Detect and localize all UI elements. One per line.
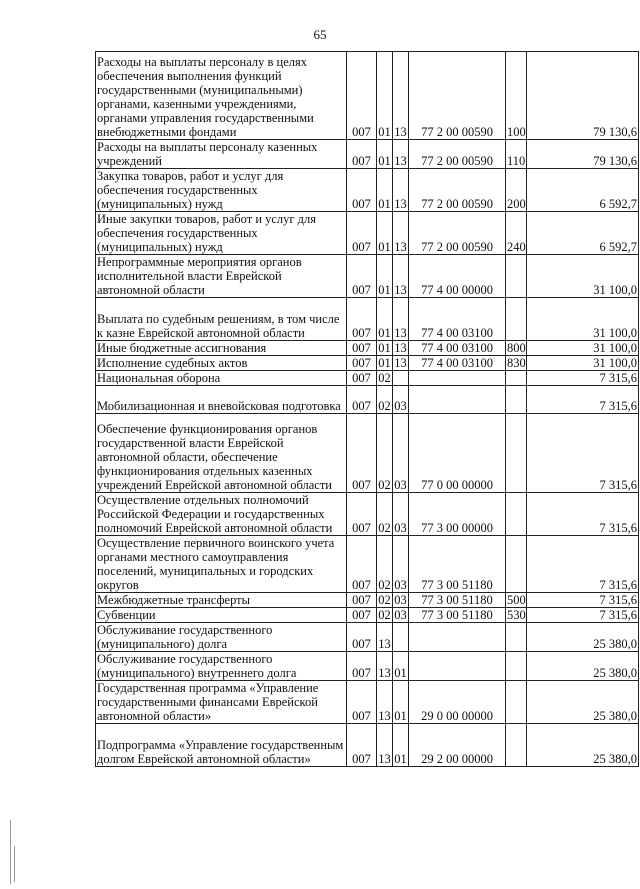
cell-sum: 7 315,6: [527, 371, 639, 386]
cell-rz: 02: [377, 493, 393, 536]
row-description: Межбюджетные трансферты: [96, 593, 347, 608]
row-description: Закупка товаров, работ и услуг для обеспечения государственных (муниципальных) нужд: [96, 169, 347, 212]
cell-sum: 25 380,0: [527, 652, 639, 681]
row-description: Обслуживание государственного (муниципального) долга: [96, 623, 347, 652]
row-description: Обеспечение функционирования органов государственной власти Еврейской автономной области, обеспечение функционирования отдельных казенных учреждений Еврейской автономной области: [96, 414, 347, 493]
cell-pr: 01: [393, 681, 409, 724]
cell-pr: 13: [393, 52, 409, 140]
cell-gr: 007: [347, 298, 377, 341]
cell-rz: 13: [377, 681, 393, 724]
cell-vr: [506, 371, 527, 386]
cell-sum: 7 315,6: [527, 536, 639, 593]
row-description: Выплата по судебным решениям, в том числе к казне Еврейской автономной области: [96, 298, 347, 341]
cell-sum: 79 130,6: [527, 52, 639, 140]
table-row: [96, 52, 639, 140]
cell-rz: 02: [378, 371, 391, 385]
row-description: Непрограммные мероприятия органов исполнительной власти Еврейской автономной области: [96, 255, 347, 298]
cell-gr: 007: [347, 255, 377, 298]
cell-sum: 79 130,6: [527, 140, 639, 169]
cell-pr: 13: [394, 341, 407, 355]
cell-gr: 007: [347, 52, 377, 140]
cell-vr: [506, 414, 527, 493]
table-row: [96, 414, 639, 493]
cell-gr: 007: [347, 608, 377, 623]
cell-pr: 03: [393, 536, 409, 593]
cell-csr: 77 2 00 00590: [409, 169, 506, 212]
table-row: [96, 623, 639, 652]
row-description: Подпрограмма «Управление государственным долгом Еврейской автономной области»: [96, 724, 347, 767]
cell-rz: 01: [378, 356, 391, 370]
cell-pr: 13: [393, 298, 409, 341]
cell-pr: 13: [393, 169, 409, 212]
table-row: [96, 169, 639, 212]
cell-sum: 31 100,0: [527, 255, 639, 298]
table-row: [96, 386, 639, 414]
row-description: Расходы на выплаты персоналу казенных учреждений: [96, 140, 347, 169]
cell-vr: 530: [507, 608, 526, 622]
cell-csr: [409, 386, 506, 414]
cell-csr: 77 3 00 51180: [409, 608, 506, 623]
cell-vr: 100: [506, 52, 527, 140]
cell-csr: [409, 623, 506, 652]
cell-pr: [393, 623, 409, 652]
row-description: Иные бюджетные ассигнования: [96, 341, 347, 356]
cell-rz: 01: [377, 298, 393, 341]
cell-csr: 77 4 00 03100: [409, 341, 506, 356]
cell-gr: 007: [347, 652, 377, 681]
table-row: [96, 652, 639, 681]
cell-csr: [409, 371, 506, 386]
cell-pr: 01: [393, 724, 409, 767]
cell-vr: [506, 681, 527, 724]
table-row: [96, 493, 639, 536]
cell-pr: 01: [393, 652, 409, 681]
table-row: [96, 681, 639, 724]
cell-gr: 007: [347, 724, 377, 767]
cell-rz: 13: [377, 623, 393, 652]
cell-rz: 01: [377, 212, 393, 255]
cell-gr: 007: [347, 593, 377, 608]
row-description: Расходы на выплаты персоналу в целях обеспечения выполнения функций государственными (муниципальными) органами, казенными учреждениями, органами управления государственными внебюджетными фондами: [96, 52, 347, 140]
cell-rz: 02: [377, 536, 393, 593]
row-description: Иные закупки товаров, работ и услуг для обеспечения государственных (муниципальных) нужд: [96, 212, 347, 255]
cell-rz: 02: [378, 593, 391, 607]
cell-sum: 7 315,6: [527, 414, 639, 493]
cell-vr: 830: [507, 356, 526, 370]
cell-sum: 25 380,0: [527, 623, 639, 652]
table-row: [96, 593, 639, 608]
cell-csr: 77 4 00 03100: [409, 298, 506, 341]
cell-csr: 77 3 00 51180: [409, 536, 506, 593]
cell-vr: 110: [506, 140, 527, 169]
page-number: 65: [313, 27, 327, 42]
table-row: [96, 356, 639, 371]
cell-rz: 01: [377, 52, 393, 140]
cell-rz: 02: [377, 414, 393, 493]
table-body: [96, 52, 639, 767]
table-row: [96, 371, 639, 386]
table-row: [96, 724, 639, 767]
scan-mark: [14, 846, 15, 882]
cell-vr: [506, 298, 527, 341]
cell-sum: 25 380,0: [527, 724, 639, 767]
cell-sum: 31 100,0: [527, 356, 639, 371]
cell-sum: 7 315,6: [527, 593, 639, 608]
cell-vr: 500: [507, 593, 526, 607]
cell-rz: 13: [377, 724, 393, 767]
table-row: [96, 298, 639, 341]
cell-csr: 77 4 00 00000: [409, 255, 506, 298]
cell-csr: [409, 652, 506, 681]
cell-vr: [506, 493, 527, 536]
cell-vr: 240: [506, 212, 527, 255]
cell-gr: 007: [347, 623, 377, 652]
row-description: Субвенции: [96, 608, 347, 623]
cell-csr: 77 2 00 00590: [409, 52, 506, 140]
table-row: [96, 140, 639, 169]
table-row: [96, 536, 639, 593]
cell-pr: 03: [394, 593, 407, 607]
cell-gr: 007: [347, 356, 377, 371]
cell-rz: 01: [378, 341, 391, 355]
cell-rz: 02: [378, 608, 391, 622]
row-description: Национальная оборона: [96, 371, 347, 386]
cell-vr: [506, 652, 527, 681]
cell-gr: 007: [347, 681, 377, 724]
cell-pr: 03: [393, 414, 409, 493]
budget-table: [95, 51, 639, 767]
scan-mark: [10, 820, 11, 884]
cell-sum: 31 100,0: [527, 341, 639, 356]
table-row: [96, 212, 639, 255]
row-description: Мобилизационная и вневойсковая подготовка: [96, 386, 347, 414]
cell-gr: 007: [347, 414, 377, 493]
table-row: [96, 341, 639, 356]
row-description: Осуществление отдельных полномочий Российской Федерации и государственных полномочий Еврейской автономной области: [96, 493, 347, 536]
cell-csr: 77 2 00 00590: [409, 140, 506, 169]
cell-sum: 25 380,0: [527, 681, 639, 724]
cell-csr: 77 3 00 51180: [409, 593, 506, 608]
cell-gr: 007: [347, 371, 377, 386]
cell-csr: 77 3 00 00000: [409, 493, 506, 536]
cell-vr: [506, 724, 527, 767]
cell-gr: 007: [347, 386, 377, 414]
cell-rz: 13: [377, 652, 393, 681]
cell-vr: [506, 386, 527, 414]
cell-pr: 13: [394, 356, 407, 370]
cell-gr: 007: [347, 212, 377, 255]
cell-sum: 7 315,6: [527, 608, 639, 623]
cell-gr: 007: [347, 493, 377, 536]
cell-gr: 007: [347, 169, 377, 212]
cell-csr: 29 0 00 00000: [409, 681, 506, 724]
cell-pr: 03: [394, 608, 407, 622]
cell-gr: 007: [347, 341, 377, 356]
cell-pr: 13: [393, 255, 409, 298]
row-description: Исполнение судебных актов: [96, 356, 347, 371]
table-row: [96, 255, 639, 298]
cell-rz: 01: [377, 255, 393, 298]
row-description: Осуществление первичного воинского учета органами местного самоуправления поселений, муниципальных и городских округов: [96, 536, 347, 593]
cell-csr: 29 2 00 00000: [409, 724, 506, 767]
cell-pr: 13: [393, 140, 409, 169]
row-description: Обслуживание государственного (муниципального) внутреннего долга: [96, 652, 347, 681]
cell-rz: 02: [377, 386, 393, 414]
cell-vr: [506, 623, 527, 652]
cell-rz: 01: [377, 169, 393, 212]
cell-sum: 31 100,0: [527, 298, 639, 341]
table-row: [96, 608, 639, 623]
cell-csr: 77 2 00 00590: [409, 212, 506, 255]
row-description: Государственная программа «Управление государственными финансами Еврейской автономной области»: [96, 681, 347, 724]
cell-gr: 007: [347, 536, 377, 593]
cell-gr: 007: [347, 140, 377, 169]
cell-rz: 01: [377, 140, 393, 169]
cell-vr: 800: [507, 341, 526, 355]
cell-pr: 03: [393, 386, 409, 414]
cell-sum: 7 315,6: [527, 493, 639, 536]
cell-csr: 77 0 00 00000: [409, 414, 506, 493]
cell-vr: 200: [506, 169, 527, 212]
cell-pr: [393, 371, 409, 386]
cell-sum: 7 315,6: [527, 386, 639, 414]
cell-sum: 6 592,7: [527, 212, 639, 255]
cell-pr: 13: [393, 212, 409, 255]
cell-sum: 6 592,7: [527, 169, 639, 212]
cell-pr: 03: [393, 493, 409, 536]
cell-vr: [506, 255, 527, 298]
cell-csr: 77 4 00 03100: [409, 356, 506, 371]
cell-vr: [506, 536, 527, 593]
